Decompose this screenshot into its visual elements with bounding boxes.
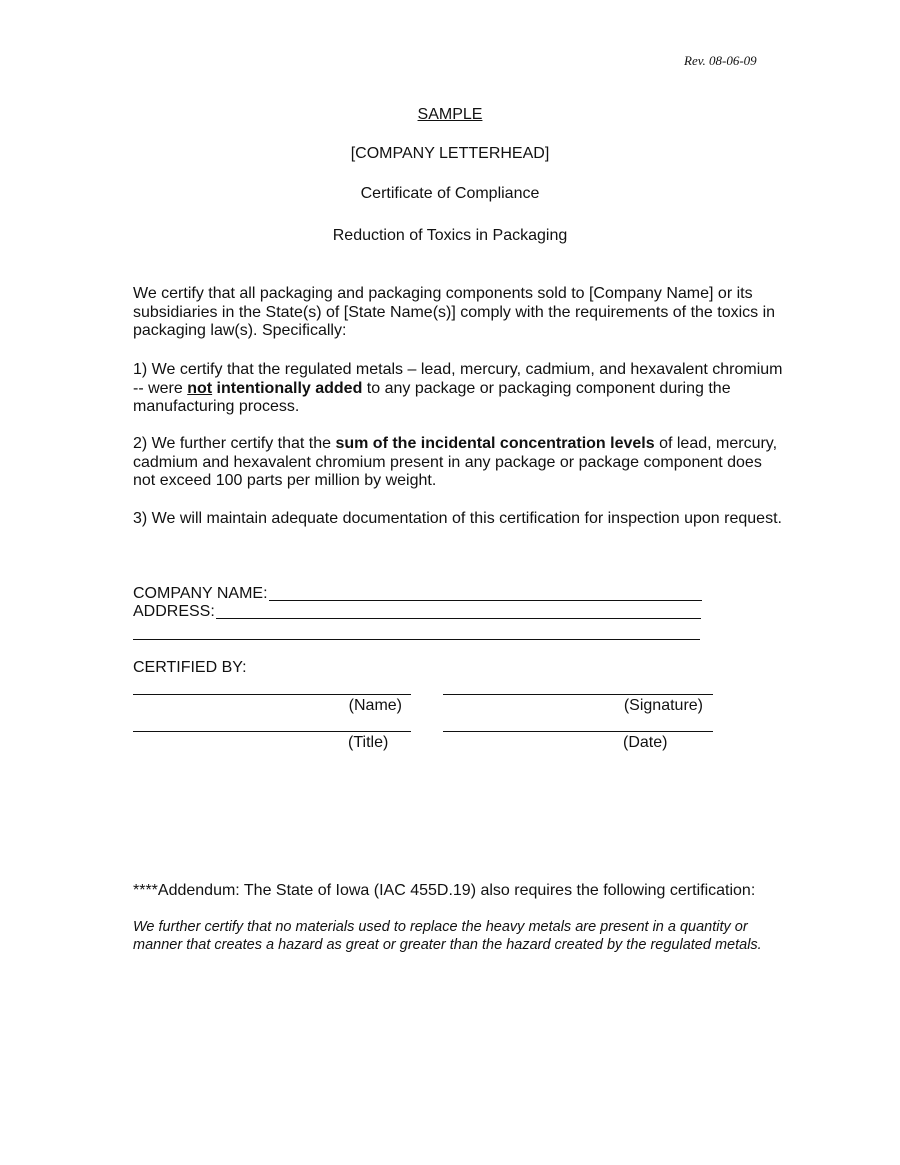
date-line[interactable] <box>443 731 713 732</box>
certification-item-1 <box>133 361 783 417</box>
certified-by-label: CERTIFIED BY: <box>133 659 247 676</box>
name-signature-line[interactable] <box>133 694 411 695</box>
company-letterhead-placeholder: [COMPANY LETTERHEAD] <box>350 145 550 162</box>
address-label: ADDRESS: <box>133 603 215 620</box>
certification-item-2 <box>133 435 783 491</box>
item2-emphasis: sum of the incidental concentration levels <box>335 435 655 452</box>
certificate-subtitle: Reduction of Toxics in Packaging <box>332 227 568 244</box>
title-label: (Title) <box>348 734 389 751</box>
certification-item-3: 3) We will maintain adequate documentation of this certification for inspection upon request. <box>133 510 782 527</box>
company-name-field[interactable] <box>133 585 702 603</box>
date-label: (Date) <box>623 734 668 751</box>
address-line-2[interactable] <box>133 639 700 640</box>
sample-heading: SAMPLE <box>417 106 483 123</box>
signature-label: (Signature) <box>623 697 703 714</box>
intro-paragraph: We certify that all packaging and packaging components sold to [Company Name] or its subsidiaries in the State(s) of [State Name(s)] comply with the requirements of the toxics in packaging law(s). Specifically: <box>133 285 776 339</box>
item1-emphasis-not: not <box>187 379 213 397</box>
company-name-label: COMPANY NAME: <box>133 585 268 602</box>
item1-text-start: 1) We certify that the regulated metals – lead, mercury, cadmium, and hexavalent chromium -- were <box>133 361 783 397</box>
revision-label: Rev. 08-06-09 <box>684 53 757 68</box>
item2-text-end: of lead, mercury, cadmium and hexavalent chromium present in any package or package component does not exceed 100 parts per million by weight. <box>133 435 778 489</box>
title-line[interactable] <box>133 731 411 732</box>
addendum-heading: ****Addendum: The State of Iowa (IAC 455D.19) also requires the following certification: <box>133 882 756 899</box>
name-label: (Name) <box>348 697 402 714</box>
addendum-certification-text: We further certify that no materials used to replace the heavy metals are present in a quantity or manner that creates a hazard as great or greater than the hazard created by the regulated metals. <box>133 919 762 953</box>
item1-text-end: to any package or packaging component during the manufacturing process. <box>133 379 731 415</box>
signature-line[interactable] <box>443 694 713 695</box>
item2-text-start: 2) We further certify that the <box>133 435 336 452</box>
certificate-title: Certificate of Compliance <box>360 185 540 202</box>
company-name-line[interactable] <box>269 599 702 601</box>
address-line-1[interactable] <box>216 617 701 619</box>
item1-emphasis-rest: intentionally added <box>212 379 363 397</box>
address-field[interactable] <box>133 603 701 621</box>
